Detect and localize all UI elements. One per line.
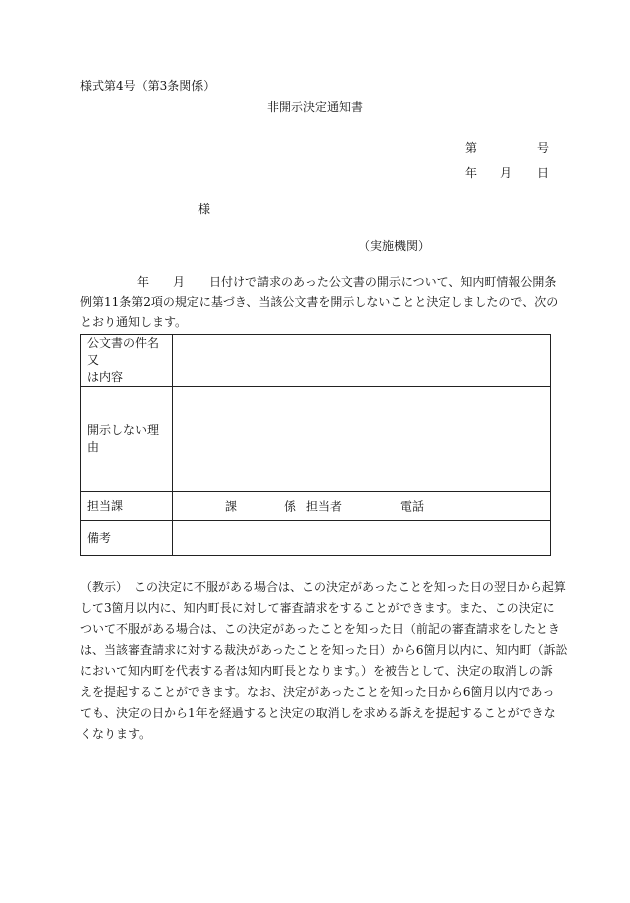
reason-value-cell [173, 387, 551, 492]
number-prefix: 第 [465, 141, 478, 155]
header-year: 年 [465, 166, 478, 180]
agency-label: （実施機関） [358, 239, 431, 253]
table-row-reason [81, 387, 551, 492]
instruction-line: ついて不服がある場合は、この決定があったことを知った日（前記の審査請求をしたとき [80, 622, 560, 636]
table-row-remarks [81, 521, 551, 556]
form-number: 様式第4号（第3条関係） [80, 79, 216, 93]
department-person: 担当者 [306, 499, 343, 514]
notice-body [80, 272, 559, 332]
document-title: 非開示決定通知書 [266, 100, 363, 114]
instruction-line: （教示） この決定に不服がある場合は、この決定があったことを知った日の翌日から起算 [80, 580, 566, 594]
remarks-value-cell [173, 521, 551, 556]
body-line-1-text: 日付けで請求のあった公文書の開示について、知内町情報公開条 [209, 275, 557, 289]
department-label: 担当課 [81, 492, 173, 521]
body-line-1 [80, 272, 555, 292]
instruction-line: して3箇月以内に、知内町長に対して審査請求をすることができます。また、この決定に [80, 601, 555, 615]
instruction-line: ても、決定の日から1年を経過すると決定の取消しを求める訴えを提起することができな [80, 706, 556, 720]
remarks-label: 備考 [81, 521, 173, 556]
department-phone: 電話 [400, 499, 425, 514]
body-line-3: とおり通知します。 [80, 315, 188, 329]
addressee-suffix: 様 [198, 202, 211, 216]
department-section: 課 [225, 499, 238, 514]
department-value-cell [173, 492, 551, 521]
number-suffix: 号 [537, 141, 550, 155]
instruction-line: は、当該審査請求に対する裁決があったことを知った日）から6箇月以内に、知内町（訴訟 [80, 643, 568, 657]
table-row-subject [81, 335, 551, 387]
instruction-line: えを提起することができます。なお、決定があったことを知った日から6箇月以内であっ [80, 685, 555, 699]
instruction-line: において知内町を代表する者は知内町長となります。）を被告として、決定の取消しの訴 [80, 664, 553, 678]
header-day: 日 [537, 166, 550, 180]
header-month: 月 [500, 166, 513, 180]
reason-label: 開示しない理由 [81, 387, 173, 492]
subject-value-cell [173, 335, 551, 387]
instruction-line: くなります。 [80, 727, 152, 741]
notice-table [80, 334, 551, 556]
table-row-department [81, 492, 551, 521]
instruction-paragraph [80, 577, 568, 745]
body-year: 年 [137, 275, 150, 289]
subject-label-line-1: 公文書の件名又 [87, 336, 160, 367]
department-unit: 係 [284, 499, 297, 514]
subject-label [81, 335, 173, 387]
subject-label-line-2: は内容 [87, 370, 124, 384]
body-line-2: 例第11条第2項の規定に基づき、当該公文書を開示しないことと決定しましたので、次の [80, 295, 559, 309]
body-month: 月 [173, 275, 186, 289]
